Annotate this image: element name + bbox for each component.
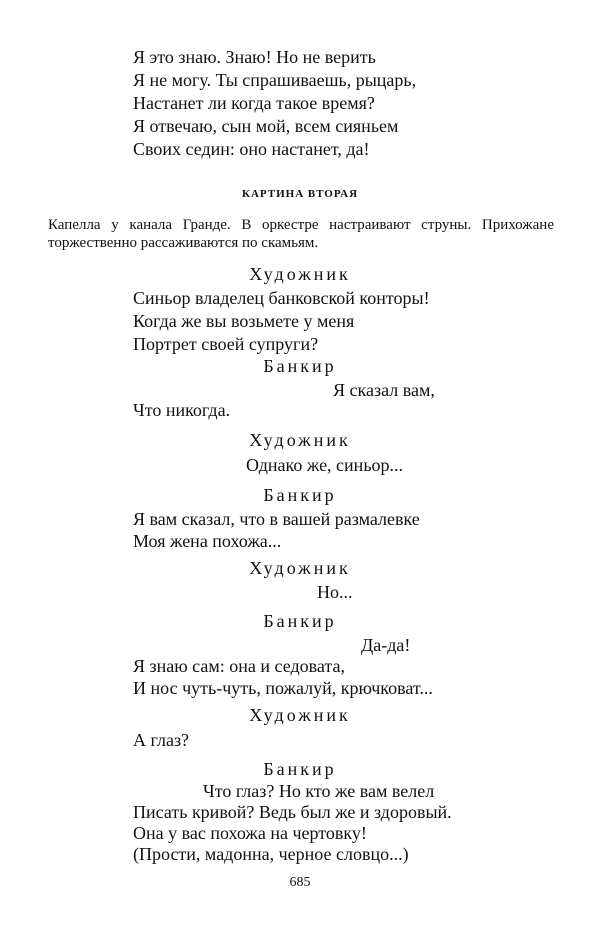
speaker-name: Банкир (263, 611, 337, 631)
verse-line: Синьор владелец банковской конторы! (133, 288, 430, 308)
verse-line: Я сказал вам, (333, 380, 435, 400)
verse-line: Моя жена похожа... (133, 531, 282, 551)
verse-line: Я не могу. Ты спрашиваешь, рыцарь, (133, 70, 417, 90)
verse-line: Что никогда. (133, 400, 231, 420)
verse-line: Да-да! (361, 635, 411, 655)
verse-line: Когда же вы возьмете у меня (133, 311, 355, 331)
speaker-name: Банкир (263, 356, 337, 376)
scene-heading: КАРТИНА ВТОРАЯ (241, 188, 359, 200)
verse-line: Писать кривой? Ведь был же и здоровый. (133, 802, 452, 822)
speaker-name: Банкир (263, 759, 337, 779)
verse-line: Что глаз? Но кто же вам велел (203, 781, 435, 801)
stage-direction: Капелла у канала Гранде. В оркестре настраивают струны. Прихожане торжественно рассаживаются по скамьям. (48, 217, 554, 251)
verse-line: И нос чуть-чуть, пожалуй, крючковат... (133, 678, 433, 698)
verse-line: Настанет ли когда такое время? (133, 93, 375, 113)
speaker-name: Художник (249, 558, 351, 578)
verse-line: Своих седин: оно настанет, да! (133, 139, 370, 159)
speaker-name: Художник (249, 430, 351, 450)
page-number: 685 (289, 875, 311, 890)
verse-line: Однако же, синьор... (246, 455, 404, 475)
speaker-name: Банкир (263, 485, 337, 505)
verse-line: Я знаю сам: она и седовата, (133, 656, 346, 676)
speaker-name: Художник (249, 264, 351, 284)
verse-line: Я отвечаю, сын мой, всем сияньем (133, 116, 399, 136)
verse-line: А глаз? (133, 730, 190, 750)
verse-line: Портрет своей супруги? (133, 334, 319, 354)
speaker-name: Художник (249, 705, 351, 725)
verse-line: Она у вас похожа на чертовку! (133, 823, 367, 843)
verse-line: Я это знаю. Знаю! Но не верить (133, 47, 376, 67)
verse-line: Я вам сказал, что в вашей размалевке (133, 509, 420, 529)
verse-line: (Прости, мадонна, черное словцо...) (133, 844, 409, 864)
verse-line: Но... (317, 582, 353, 602)
